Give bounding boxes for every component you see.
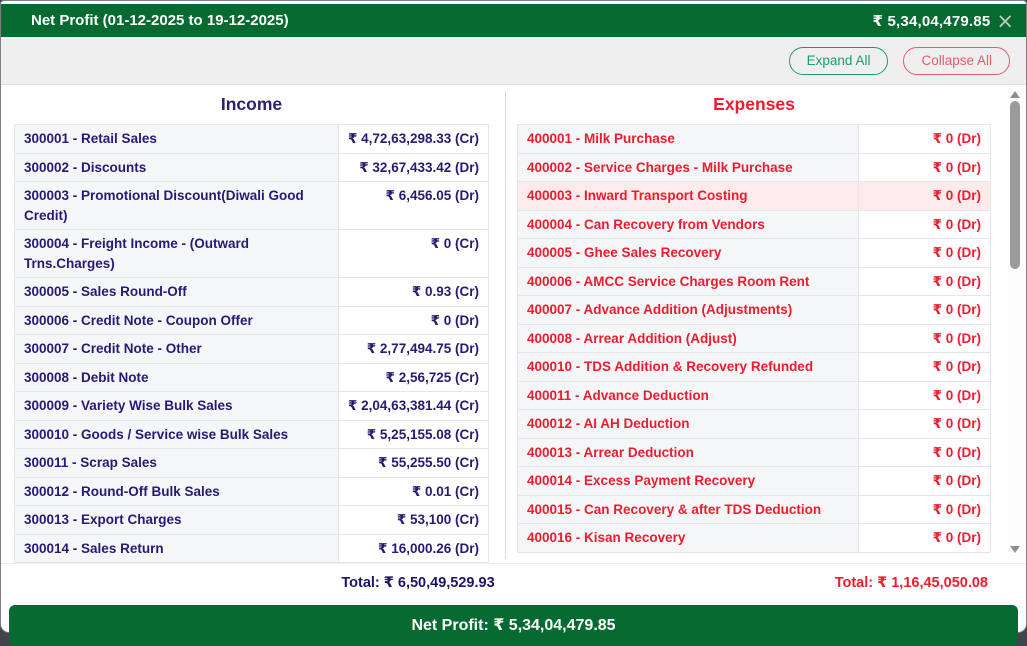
table-row[interactable] bbox=[15, 420, 489, 449]
table-row[interactable] bbox=[15, 363, 489, 392]
account-value: ₹ 16,000.26 (Dr) bbox=[339, 534, 489, 563]
account-value: ₹ 0 (Dr) bbox=[858, 296, 990, 325]
account-label[interactable]: 300007 - Credit Note - Other bbox=[15, 335, 339, 364]
table-row[interactable] bbox=[518, 381, 991, 410]
table-row[interactable] bbox=[518, 267, 991, 296]
account-value: ₹ 0 (Dr) bbox=[858, 153, 990, 182]
table-row[interactable] bbox=[15, 534, 489, 563]
income-total: Total: ₹ 6,50,49,529.93 bbox=[341, 575, 495, 591]
account-label[interactable]: 300011 - Scrap Sales bbox=[15, 449, 339, 478]
scrollbar-thumb[interactable] bbox=[1010, 101, 1020, 269]
account-value: ₹ 0 (Dr) bbox=[858, 210, 990, 239]
expenses-section bbox=[517, 85, 991, 553]
account-label[interactable]: 400011 - Advance Deduction bbox=[518, 381, 859, 410]
table-row[interactable] bbox=[15, 182, 489, 230]
account-label[interactable]: 400016 - Kisan Recovery bbox=[518, 524, 859, 553]
account-label[interactable]: 400007 - Advance Addition (Adjustments) bbox=[518, 296, 859, 325]
table-row[interactable] bbox=[15, 392, 489, 421]
account-label[interactable]: 300009 - Variety Wise Bulk Sales bbox=[15, 392, 339, 421]
totals-row bbox=[1, 563, 1026, 603]
table-row[interactable] bbox=[518, 324, 991, 353]
account-value: ₹ 2,04,63,381.44 (Cr) bbox=[339, 392, 489, 421]
account-label[interactable]: 400003 - Inward Transport Costing bbox=[518, 182, 859, 211]
account-value: ₹ 5,25,155.08 (Cr) bbox=[339, 420, 489, 449]
table-row[interactable] bbox=[518, 410, 991, 439]
table-row[interactable] bbox=[518, 495, 991, 524]
account-label[interactable]: 300005 - Sales Round-Off bbox=[15, 278, 339, 307]
vertical-scrollbar[interactable] bbox=[1007, 87, 1023, 561]
account-value: ₹ 0 (Dr) bbox=[858, 381, 990, 410]
table-row[interactable] bbox=[518, 239, 991, 268]
account-label[interactable]: 300012 - Round-Off Bulk Sales bbox=[15, 477, 339, 506]
account-label[interactable]: 400015 - Can Recovery & after TDS Deduction bbox=[518, 495, 859, 524]
table-row[interactable] bbox=[15, 449, 489, 478]
account-value: ₹ 0 (Dr) bbox=[858, 267, 990, 296]
account-label[interactable]: 300003 - Promotional Discount(Diwali Good Credit) bbox=[15, 182, 339, 230]
account-value: ₹ 0 (Dr) bbox=[858, 467, 990, 496]
header-net-profit-amount: ₹ 5,34,04,479.85 bbox=[872, 12, 991, 30]
table-row[interactable] bbox=[15, 506, 489, 535]
account-value: ₹ 0 (Dr) bbox=[858, 524, 990, 553]
expenses-title: Expenses bbox=[713, 94, 795, 114]
table-row[interactable] bbox=[15, 230, 489, 278]
account-value: ₹ 0 (Dr) bbox=[858, 495, 990, 524]
account-label[interactable]: 300001 - Retail Sales bbox=[15, 125, 339, 154]
account-label[interactable]: 400006 - AMCC Service Charges Room Rent bbox=[518, 267, 859, 296]
account-value: ₹ 53,100 (Cr) bbox=[339, 506, 489, 535]
account-label[interactable]: 400010 - TDS Addition & Recovery Refunded bbox=[518, 353, 859, 382]
account-value: ₹ 2,77,494.75 (Dr) bbox=[339, 335, 489, 364]
income-table bbox=[14, 124, 489, 563]
table-row[interactable] bbox=[15, 306, 489, 335]
income-title: Income bbox=[220, 94, 283, 114]
account-value: ₹ 6,456.05 (Dr) bbox=[339, 182, 489, 230]
toolbar bbox=[1, 37, 1026, 85]
income-section bbox=[14, 85, 489, 563]
net-profit-bar: Net Profit: ₹ 5,34,04,479.85 bbox=[9, 605, 1018, 646]
account-value: ₹ 0.01 (Cr) bbox=[339, 477, 489, 506]
scroll-down-icon[interactable] bbox=[1010, 546, 1020, 553]
expenses-total: Total: ₹ 1,16,45,050.08 bbox=[834, 575, 988, 591]
table-row[interactable] bbox=[518, 153, 991, 182]
table-row[interactable] bbox=[15, 335, 489, 364]
account-value: ₹ 0 (Dr) bbox=[858, 324, 990, 353]
table-row[interactable] bbox=[518, 438, 991, 467]
collapse-all-button[interactable]: Collapse All bbox=[903, 47, 1010, 75]
account-label[interactable]: 300002 - Discounts bbox=[15, 153, 339, 182]
table-row[interactable] bbox=[518, 210, 991, 239]
account-label[interactable]: 300014 - Sales Return bbox=[15, 534, 339, 563]
account-value: ₹ 2,56,725 (Cr) bbox=[339, 363, 489, 392]
expenses-table bbox=[517, 124, 991, 553]
account-value: ₹ 0.93 (Cr) bbox=[339, 278, 489, 307]
modal-title: Net Profit (01-12-2025 to 19-12-2025) bbox=[31, 12, 289, 29]
account-value: ₹ 55,255.50 (Cr) bbox=[339, 449, 489, 478]
ledger-content bbox=[1, 85, 1026, 563]
account-label[interactable]: 400001 - Milk Purchase bbox=[518, 125, 859, 154]
expand-all-button[interactable]: Expand All bbox=[789, 47, 889, 75]
account-label[interactable]: 400004 - Can Recovery from Vendors bbox=[518, 210, 859, 239]
close-icon[interactable]: × bbox=[996, 8, 1014, 33]
account-value: ₹ 0 (Dr) bbox=[858, 125, 990, 154]
account-value: ₹ 32,67,433.42 (Dr) bbox=[339, 153, 489, 182]
account-label[interactable]: 300006 - Credit Note - Coupon Offer bbox=[15, 306, 339, 335]
account-label[interactable]: 400002 - Service Charges - Milk Purchase bbox=[518, 153, 859, 182]
account-label[interactable]: 300008 - Debit Note bbox=[15, 363, 339, 392]
table-row[interactable] bbox=[518, 353, 991, 382]
table-row[interactable] bbox=[15, 278, 489, 307]
table-row[interactable] bbox=[15, 125, 489, 154]
table-row[interactable] bbox=[15, 153, 489, 182]
account-value: ₹ 0 (Dr) bbox=[339, 306, 489, 335]
account-label[interactable]: 300010 - Goods / Service wise Bulk Sales bbox=[15, 420, 339, 449]
table-row[interactable] bbox=[15, 477, 489, 506]
account-label[interactable]: 400014 - Excess Payment Recovery bbox=[518, 467, 859, 496]
table-row[interactable] bbox=[518, 125, 991, 154]
account-label[interactable]: 300013 - Export Charges bbox=[15, 506, 339, 535]
table-row[interactable] bbox=[518, 467, 991, 496]
account-value: ₹ 0 (Dr) bbox=[858, 353, 990, 382]
table-row[interactable] bbox=[518, 182, 991, 211]
account-value: ₹ 0 (Dr) bbox=[858, 438, 990, 467]
account-label[interactable]: 400012 - AI AH Deduction bbox=[518, 410, 859, 439]
table-row[interactable] bbox=[518, 524, 991, 553]
scroll-up-icon[interactable] bbox=[1010, 91, 1020, 98]
account-value: ₹ 4,72,63,298.33 (Cr) bbox=[339, 125, 489, 154]
account-label[interactable]: 300004 - Freight Income - (Outward Trns.Charges) bbox=[15, 230, 339, 278]
account-value: ₹ 0 (Cr) bbox=[339, 230, 489, 278]
account-value: ₹ 0 (Dr) bbox=[858, 182, 990, 211]
table-row[interactable] bbox=[518, 296, 991, 325]
account-value: ₹ 0 (Dr) bbox=[858, 410, 990, 439]
account-label[interactable]: 400013 - Arrear Deduction bbox=[518, 438, 859, 467]
column-divider bbox=[505, 91, 506, 559]
account-label[interactable]: 400005 - Ghee Sales Recovery bbox=[518, 239, 859, 268]
modal-titlebar bbox=[1, 4, 1026, 37]
account-label[interactable]: 400008 - Arrear Addition (Adjust) bbox=[518, 324, 859, 353]
account-value: ₹ 0 (Dr) bbox=[858, 239, 990, 268]
